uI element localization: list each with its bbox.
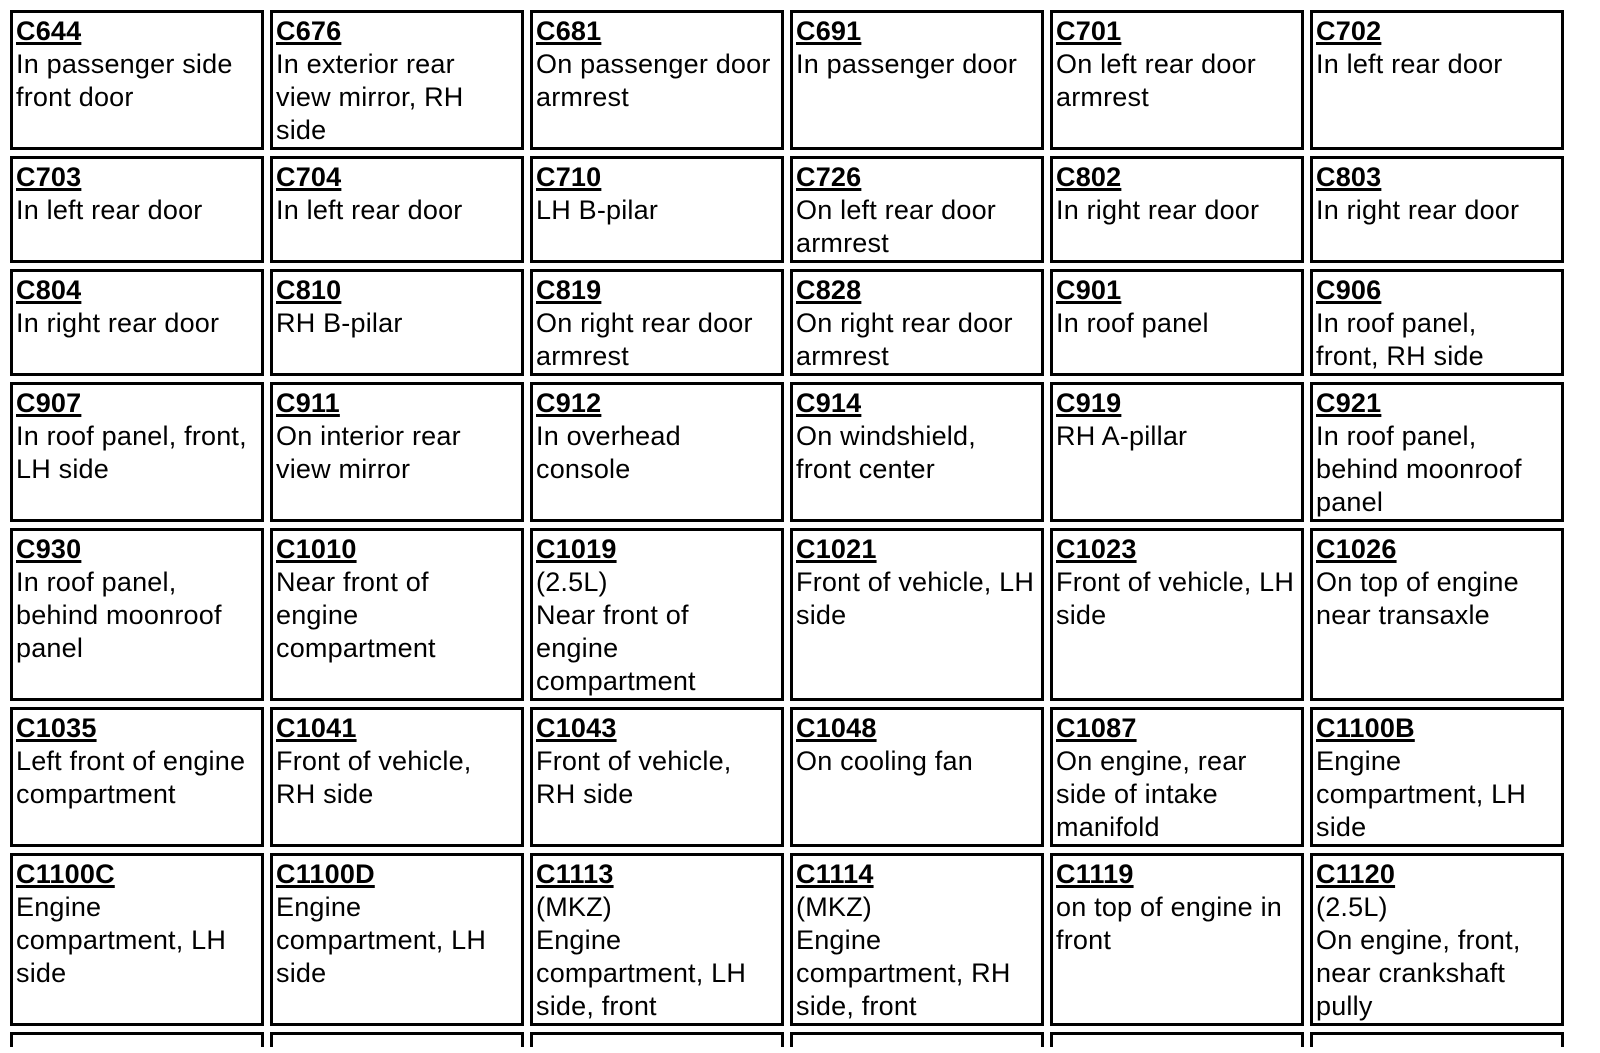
connector-code: C1023 bbox=[1056, 534, 1137, 564]
connector-cell bbox=[1050, 382, 1304, 522]
connector-cell-partial bbox=[790, 1032, 1044, 1047]
connector-location: Left front of engine compartment bbox=[16, 746, 246, 809]
connector-location: Engine compartment, LH side bbox=[1316, 746, 1527, 842]
connector-cell-partial bbox=[530, 1032, 784, 1047]
table-row bbox=[10, 382, 1564, 522]
table-row bbox=[10, 707, 1564, 847]
connector-code: C676 bbox=[276, 16, 342, 46]
connector-code: C1035 bbox=[16, 713, 97, 743]
connector-location-table bbox=[4, 4, 1570, 1053]
connector-code: C710 bbox=[536, 162, 602, 192]
table-row bbox=[10, 10, 1564, 150]
connector-code: C1100B bbox=[1316, 713, 1415, 743]
connector-code: C1041 bbox=[276, 713, 357, 743]
connector-location: In passenger side front door bbox=[16, 49, 233, 112]
connector-code: C701 bbox=[1056, 16, 1122, 46]
connector-code: C691 bbox=[796, 16, 862, 46]
connector-cell bbox=[790, 10, 1044, 150]
connector-code: C1043 bbox=[536, 713, 617, 743]
connector-cell bbox=[270, 382, 524, 522]
connector-cell bbox=[1050, 853, 1304, 1026]
connector-code: C1100C bbox=[16, 859, 115, 889]
connector-code: C1113 bbox=[536, 859, 614, 889]
connector-location: On left rear door armrest bbox=[796, 195, 996, 258]
connector-cell bbox=[1050, 269, 1304, 376]
connector-location: In left rear door bbox=[1316, 49, 1503, 79]
connector-code: C919 bbox=[1056, 388, 1122, 418]
connector-cell bbox=[1310, 707, 1564, 847]
connector-location: Front of vehicle, RH side bbox=[536, 746, 732, 809]
connector-location: on top of engine in front bbox=[1056, 892, 1282, 955]
connector-code: C644 bbox=[16, 16, 82, 46]
connector-location: RH B-pilar bbox=[276, 308, 403, 338]
table-body bbox=[10, 10, 1564, 1047]
connector-location: On interior rear view mirror bbox=[276, 421, 461, 484]
connector-cell bbox=[1050, 707, 1304, 847]
connector-cell bbox=[270, 707, 524, 847]
connector-cell bbox=[10, 156, 264, 263]
connector-cell-partial bbox=[270, 1032, 524, 1047]
connector-location: On cooling fan bbox=[796, 746, 973, 776]
connector-location: On left rear door armrest bbox=[1056, 49, 1256, 112]
connector-cell bbox=[1310, 853, 1564, 1026]
connector-location: In roof panel, behind moonroof panel bbox=[16, 567, 222, 663]
connector-cell bbox=[530, 269, 784, 376]
connector-code: C906 bbox=[1316, 275, 1382, 305]
connector-cell bbox=[530, 156, 784, 263]
connector-cell bbox=[1310, 528, 1564, 701]
connector-code: C907 bbox=[16, 388, 82, 418]
connector-location: On right rear door armrest bbox=[796, 308, 1013, 371]
connector-location: In right rear door bbox=[1316, 195, 1520, 225]
connector-code: C921 bbox=[1316, 388, 1382, 418]
table-row bbox=[10, 269, 1564, 376]
table-row bbox=[10, 528, 1564, 701]
connector-location: On top of engine near transaxle bbox=[1316, 567, 1519, 630]
connector-cell bbox=[1310, 269, 1564, 376]
connector-cell bbox=[270, 853, 524, 1026]
connector-cell-partial bbox=[10, 1032, 264, 1047]
connector-location: RH A-pillar bbox=[1056, 421, 1188, 451]
connector-location: On right rear door armrest bbox=[536, 308, 753, 371]
connector-location: In passenger door bbox=[796, 49, 1018, 79]
connector-code: C702 bbox=[1316, 16, 1382, 46]
table-row bbox=[10, 156, 1564, 263]
connector-code: C1019 bbox=[536, 534, 617, 564]
connector-location: In left rear door bbox=[16, 195, 203, 225]
connector-cell bbox=[1310, 156, 1564, 263]
connector-cell bbox=[270, 269, 524, 376]
connector-code: C803 bbox=[1316, 162, 1382, 192]
connector-cell bbox=[790, 853, 1044, 1026]
connector-cell bbox=[1050, 156, 1304, 263]
connector-cell bbox=[270, 10, 524, 150]
connector-code: C1087 bbox=[1056, 713, 1137, 743]
connector-cell bbox=[530, 10, 784, 150]
connector-location: Front of vehicle, LH side bbox=[1056, 567, 1295, 630]
connector-location: Front of vehicle, RH side bbox=[276, 746, 472, 809]
connector-code: C704 bbox=[276, 162, 342, 192]
connector-code: C819 bbox=[536, 275, 602, 305]
connector-cell bbox=[10, 382, 264, 522]
connector-code: C703 bbox=[16, 162, 82, 192]
connector-code: C1114 bbox=[796, 859, 874, 889]
connector-cell bbox=[790, 528, 1044, 701]
connector-code: C726 bbox=[796, 162, 862, 192]
connector-location: (MKZ) Engine compartment, RH side, front bbox=[796, 892, 1011, 1021]
connector-cell bbox=[270, 156, 524, 263]
connector-location: Near front of engine compartment bbox=[276, 567, 436, 663]
connector-code: C930 bbox=[16, 534, 82, 564]
connector-code: C914 bbox=[796, 388, 862, 418]
connector-location: In exterior rear view mirror, RH side bbox=[276, 49, 464, 145]
connector-location: On engine, rear side of intake manifold bbox=[1056, 746, 1247, 842]
connector-location: Engine compartment, LH side bbox=[276, 892, 487, 988]
connector-location: In right rear door bbox=[1056, 195, 1260, 225]
connector-code: C804 bbox=[16, 275, 82, 305]
connector-location: In roof panel, front, RH side bbox=[1316, 308, 1484, 371]
connector-code: C828 bbox=[796, 275, 862, 305]
connector-cell bbox=[1050, 10, 1304, 150]
connector-location: On windshield, front center bbox=[796, 421, 976, 484]
connector-location: LH B-pilar bbox=[536, 195, 659, 225]
connector-location: In right rear door bbox=[16, 308, 220, 338]
connector-code: C810 bbox=[276, 275, 342, 305]
connector-location: In roof panel bbox=[1056, 308, 1209, 338]
connector-code: C912 bbox=[536, 388, 602, 418]
connector-cell bbox=[530, 382, 784, 522]
connector-cell-partial bbox=[1310, 1032, 1564, 1047]
connector-code: C681 bbox=[536, 16, 602, 46]
table-row-partial bbox=[10, 1032, 1564, 1047]
connector-cell bbox=[10, 707, 264, 847]
connector-cell bbox=[790, 382, 1044, 522]
connector-cell bbox=[270, 528, 524, 701]
connector-cell bbox=[530, 528, 784, 701]
connector-code: C802 bbox=[1056, 162, 1122, 192]
connector-cell bbox=[530, 707, 784, 847]
connector-code: C1048 bbox=[796, 713, 877, 743]
connector-code: C1010 bbox=[276, 534, 357, 564]
connector-cell bbox=[10, 269, 264, 376]
connector-location: (2.5L) Near front of engine compartment bbox=[536, 567, 696, 696]
connector-code: C1120 bbox=[1316, 859, 1396, 889]
connector-code: C1021 bbox=[796, 534, 877, 564]
connector-code: C1026 bbox=[1316, 534, 1397, 564]
connector-cell bbox=[1050, 528, 1304, 701]
connector-location: Front of vehicle, LH side bbox=[796, 567, 1035, 630]
connector-cell bbox=[10, 528, 264, 701]
connector-location: (2.5L) On engine, front, near crankshaft pully bbox=[1316, 892, 1521, 1021]
connector-cell bbox=[10, 853, 264, 1026]
connector-cell bbox=[10, 10, 264, 150]
connector-code: C911 bbox=[276, 388, 340, 418]
connector-code: C1119 bbox=[1056, 859, 1134, 889]
connector-cell bbox=[1310, 382, 1564, 522]
connector-cell bbox=[530, 853, 784, 1026]
connector-location: In roof panel, front, LH side bbox=[16, 421, 247, 484]
connector-location: In overhead console bbox=[536, 421, 681, 484]
connector-location: (MKZ) Engine compartment, LH side, front bbox=[536, 892, 747, 1021]
connector-code: C901 bbox=[1056, 275, 1122, 305]
connector-code: C1100D bbox=[276, 859, 375, 889]
table-row bbox=[10, 853, 1564, 1026]
connector-location: Engine compartment, LH side bbox=[16, 892, 227, 988]
connector-location: In left rear door bbox=[276, 195, 463, 225]
connector-cell-partial bbox=[1050, 1032, 1304, 1047]
connector-cell bbox=[790, 707, 1044, 847]
connector-location: On passenger door armrest bbox=[536, 49, 771, 112]
connector-location: In roof panel, behind moonroof panel bbox=[1316, 421, 1522, 517]
connector-cell bbox=[790, 156, 1044, 263]
connector-cell bbox=[1310, 10, 1564, 150]
connector-cell bbox=[790, 269, 1044, 376]
